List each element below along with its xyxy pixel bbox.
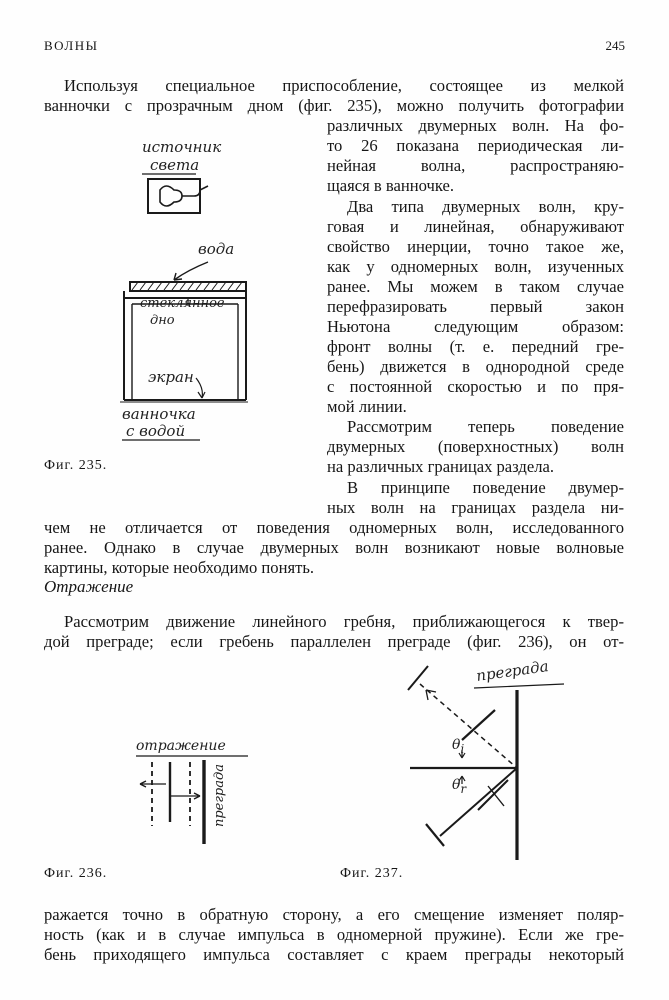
- text-line: с постоянной скоростью и по пря-: [327, 377, 624, 396]
- text-line: ванночки с прозрачным дном (фиг. 235), можно получить фотографии: [44, 96, 624, 115]
- text-line: щаяся в ванночке.: [327, 176, 455, 195]
- fig237-caption: Фиг. 237.: [340, 866, 404, 881]
- lamp-box-icon: [148, 179, 200, 213]
- text-line: перефразировать первый закон: [327, 297, 624, 316]
- label-tray: с водой: [126, 422, 186, 440]
- page-number: 245: [605, 38, 625, 53]
- text-line: ность (как и в случае импульса в одномерной пружине). Если же гре-: [44, 925, 624, 944]
- section-title: Отражение: [44, 577, 134, 596]
- text-line: фронт волны (т. е. передний гре-: [327, 337, 624, 356]
- bulb-icon: [160, 186, 182, 206]
- text-line: ных волн на границах раздела ни-: [327, 498, 624, 517]
- text-line: как у одномерных волн, изученных: [327, 257, 624, 276]
- running-title: ВОЛНЫ: [44, 38, 99, 53]
- text-line: мой линии.: [327, 397, 407, 416]
- label-glass: дно: [150, 313, 175, 328]
- text-line: различных двумерных волн. На фо-: [327, 116, 624, 135]
- label-reflection: отражение: [136, 738, 226, 754]
- text-line: картины, которые необходимо понять.: [44, 558, 315, 577]
- text-line: то 26 показана периодическая ли-: [327, 136, 624, 155]
- text-line: ражается точно в обратную сторону, а его смещение изменяет поляр-: [44, 905, 624, 924]
- text-line: нейная волна, распространяю-: [327, 156, 624, 175]
- text-line: ранее. Мы можем в таком случае: [327, 277, 624, 296]
- text-line: дой преграде; если гребень параллелен преграде (фиг. 236), он от-: [44, 632, 624, 651]
- text-line: бень) движется в однородной среде: [327, 357, 624, 376]
- text-line: Рассмотрим движение линейного гребня, приближающегося к твер-: [64, 612, 624, 631]
- text-line: чем не отличается от поведения одномерных волн, исследованного: [44, 518, 624, 537]
- label-barrier: преграда: [212, 764, 227, 828]
- text-line: говая и линейная, обнаруживают: [327, 217, 624, 236]
- label-glass: стеклянное: [140, 296, 225, 311]
- text-line: Два типа двумерных волн, кру-: [347, 197, 624, 216]
- label-source: источник: [142, 138, 222, 156]
- label-source: света: [150, 156, 200, 174]
- fig236-caption: Фиг. 236.: [44, 866, 108, 881]
- text-line: свойство инерции, точно такое же,: [327, 237, 624, 256]
- angle-reflection-label: $\theta_r$: [452, 777, 467, 796]
- text-line: В принципе поведение двумер-: [347, 478, 624, 497]
- label-screen: экран: [148, 368, 194, 386]
- text-line: двумерных (поверхностных) волн: [327, 437, 624, 456]
- fig235-caption: Фиг. 235.: [44, 458, 108, 473]
- text-line: бень приходящего импульса составляет с краем преграды некоторый: [44, 945, 624, 964]
- text-line: Используя специальное приспособление, состоящее из мелкой: [64, 76, 624, 95]
- text-line: ранее. Однако в случае двумерных волн возникают новые волновые: [44, 538, 624, 557]
- text-line: на различных границах раздела.: [327, 457, 555, 476]
- text-line: Рассмотрим теперь поведение: [347, 417, 624, 436]
- label-tray: ванночка: [122, 405, 196, 423]
- label-water: вода: [198, 240, 235, 258]
- label-barrier: преграда: [475, 657, 550, 685]
- text-line: Ньютона следующим образом:: [327, 317, 624, 336]
- angle-incidence-label: $\theta_i$: [452, 737, 465, 756]
